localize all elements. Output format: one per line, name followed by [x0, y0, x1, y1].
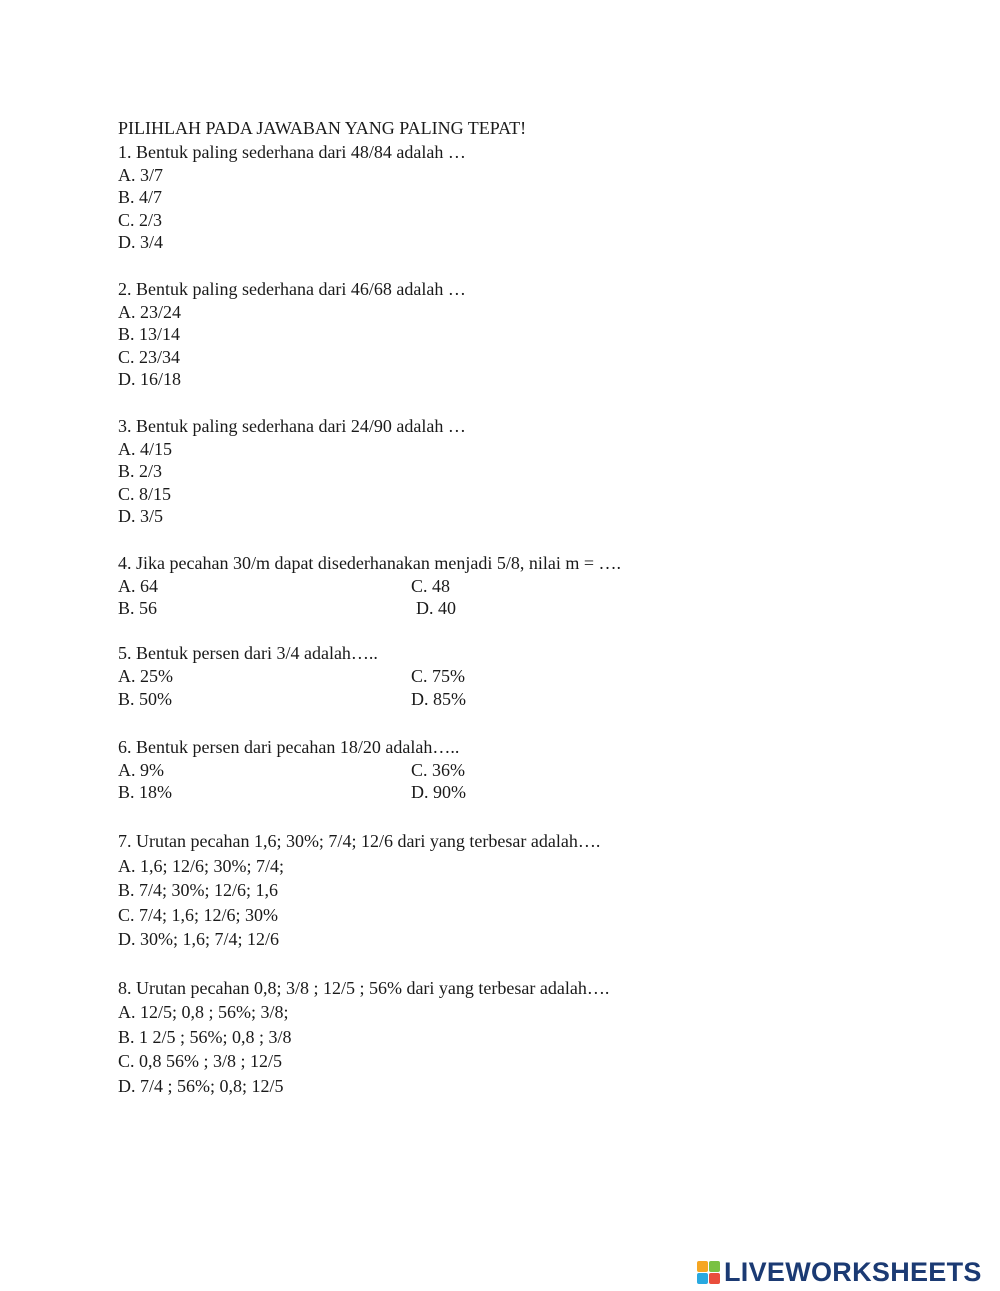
option-b[interactable]: B. 4/7 [118, 187, 163, 207]
option-c[interactable]: C. 2/3 [118, 209, 163, 230]
option-d[interactable]: D. 85% [411, 688, 466, 709]
option-b[interactable]: B. 2/3 [118, 461, 163, 481]
question-4 [118, 551, 938, 621]
option-a[interactable]: A. 4/15 [118, 438, 172, 459]
option-b[interactable]: B. 7/4; 30%; 12/6; 1,6 [118, 880, 279, 901]
logo-tile [697, 1273, 708, 1284]
option-a[interactable]: A. 23/24 [118, 301, 181, 322]
logo-tile [709, 1261, 720, 1272]
liveworksheets-logo-icon [697, 1261, 720, 1284]
option-a[interactable]: A. 12/5; 0,8 ; 56%; 3/8; [118, 1002, 289, 1023]
worksheet [118, 117, 938, 1121]
option-b[interactable]: B. 1 2/5 ; 56%; 0,8 ; 3/8 [118, 1026, 292, 1047]
question-stem: 2. Bentuk paling sederhana dari 46/68 adalah … [118, 278, 466, 299]
option-d[interactable]: D. 7/4 ; 56%; 0,8; 12/5 [118, 1075, 284, 1096]
question-2 [118, 277, 938, 391]
option-b[interactable]: B. 56 [118, 598, 158, 619]
logo-tile [709, 1273, 720, 1284]
option-d[interactable]: D. 40 [416, 598, 456, 619]
question-6 [118, 735, 938, 805]
option-row [118, 781, 938, 804]
question-7 [118, 829, 938, 952]
logo-tile [697, 1261, 708, 1272]
option-c[interactable]: C. 75% [411, 666, 465, 687]
option-b[interactable]: B. 50% [118, 688, 172, 709]
option-row [118, 597, 938, 620]
option-c[interactable]: C. 8/15 [118, 483, 172, 504]
option-a[interactable]: A. 3/7 [118, 164, 163, 185]
option-d[interactable]: D. 30%; 1,6; 7/4; 12/6 [118, 929, 279, 950]
option-row [118, 575, 938, 598]
option-a[interactable]: A. 25% [118, 666, 173, 687]
question-stem: 5. Bentuk persen dari 3/4 adalah….. [118, 643, 378, 664]
option-d[interactable]: D. 16/18 [118, 369, 181, 389]
question-stem: 4. Jika pecahan 30/m dapat disederhanakan menjadi 5/8, nilai m = …. [118, 552, 622, 573]
option-a[interactable]: A. 1,6; 12/6; 30%; 7/4; [118, 855, 284, 876]
option-d[interactable]: D. 90% [411, 782, 466, 803]
question-1 [118, 140, 938, 254]
question-stem: 1. Bentuk paling sederhana dari 48/84 adalah … [118, 141, 466, 162]
option-c[interactable]: C. 48 [411, 575, 451, 596]
option-a[interactable]: A. 9% [118, 759, 164, 780]
option-c[interactable]: C. 23/34 [118, 346, 181, 367]
question-8 [118, 976, 938, 1099]
option-b[interactable]: B. 13/14 [118, 324, 181, 344]
question-stem: 3. Bentuk paling sederhana dari 24/90 adalah … [118, 415, 466, 436]
option-d[interactable]: D. 3/4 [118, 232, 163, 252]
question-stem: 8. Urutan pecahan 0,8; 3/8 ; 12/5 ; 56% dari yang terbesar adalah…. [118, 977, 610, 998]
option-c[interactable]: C. 36% [411, 759, 465, 780]
liveworksheets-logo-text: LIVEWORKSHEETS [724, 1256, 982, 1287]
question-stem: 6. Bentuk persen dari pecahan 18/20 adalah….. [118, 736, 460, 757]
question-stem: 7. Urutan pecahan 1,6; 30%; 7/4; 12/6 dari yang terbesar adalah…. [118, 831, 601, 852]
worksheet-heading: PILIHLAH PADA JAWABAN YANG PALING TEPAT! [118, 118, 527, 138]
liveworksheets-logo[interactable] [697, 1257, 982, 1287]
option-c[interactable]: C. 7/4; 1,6; 12/6; 30% [118, 904, 279, 925]
option-a[interactable]: A. 64 [118, 575, 158, 596]
option-d[interactable]: D. 3/5 [118, 506, 163, 526]
question-3 [118, 414, 938, 528]
option-row [118, 759, 938, 782]
option-row [118, 665, 938, 688]
option-b[interactable]: B. 18% [118, 782, 172, 803]
option-row [118, 688, 938, 711]
option-c[interactable]: C. 0,8 56% ; 3/8 ; 12/5 [118, 1051, 283, 1072]
question-5 [118, 641, 938, 711]
